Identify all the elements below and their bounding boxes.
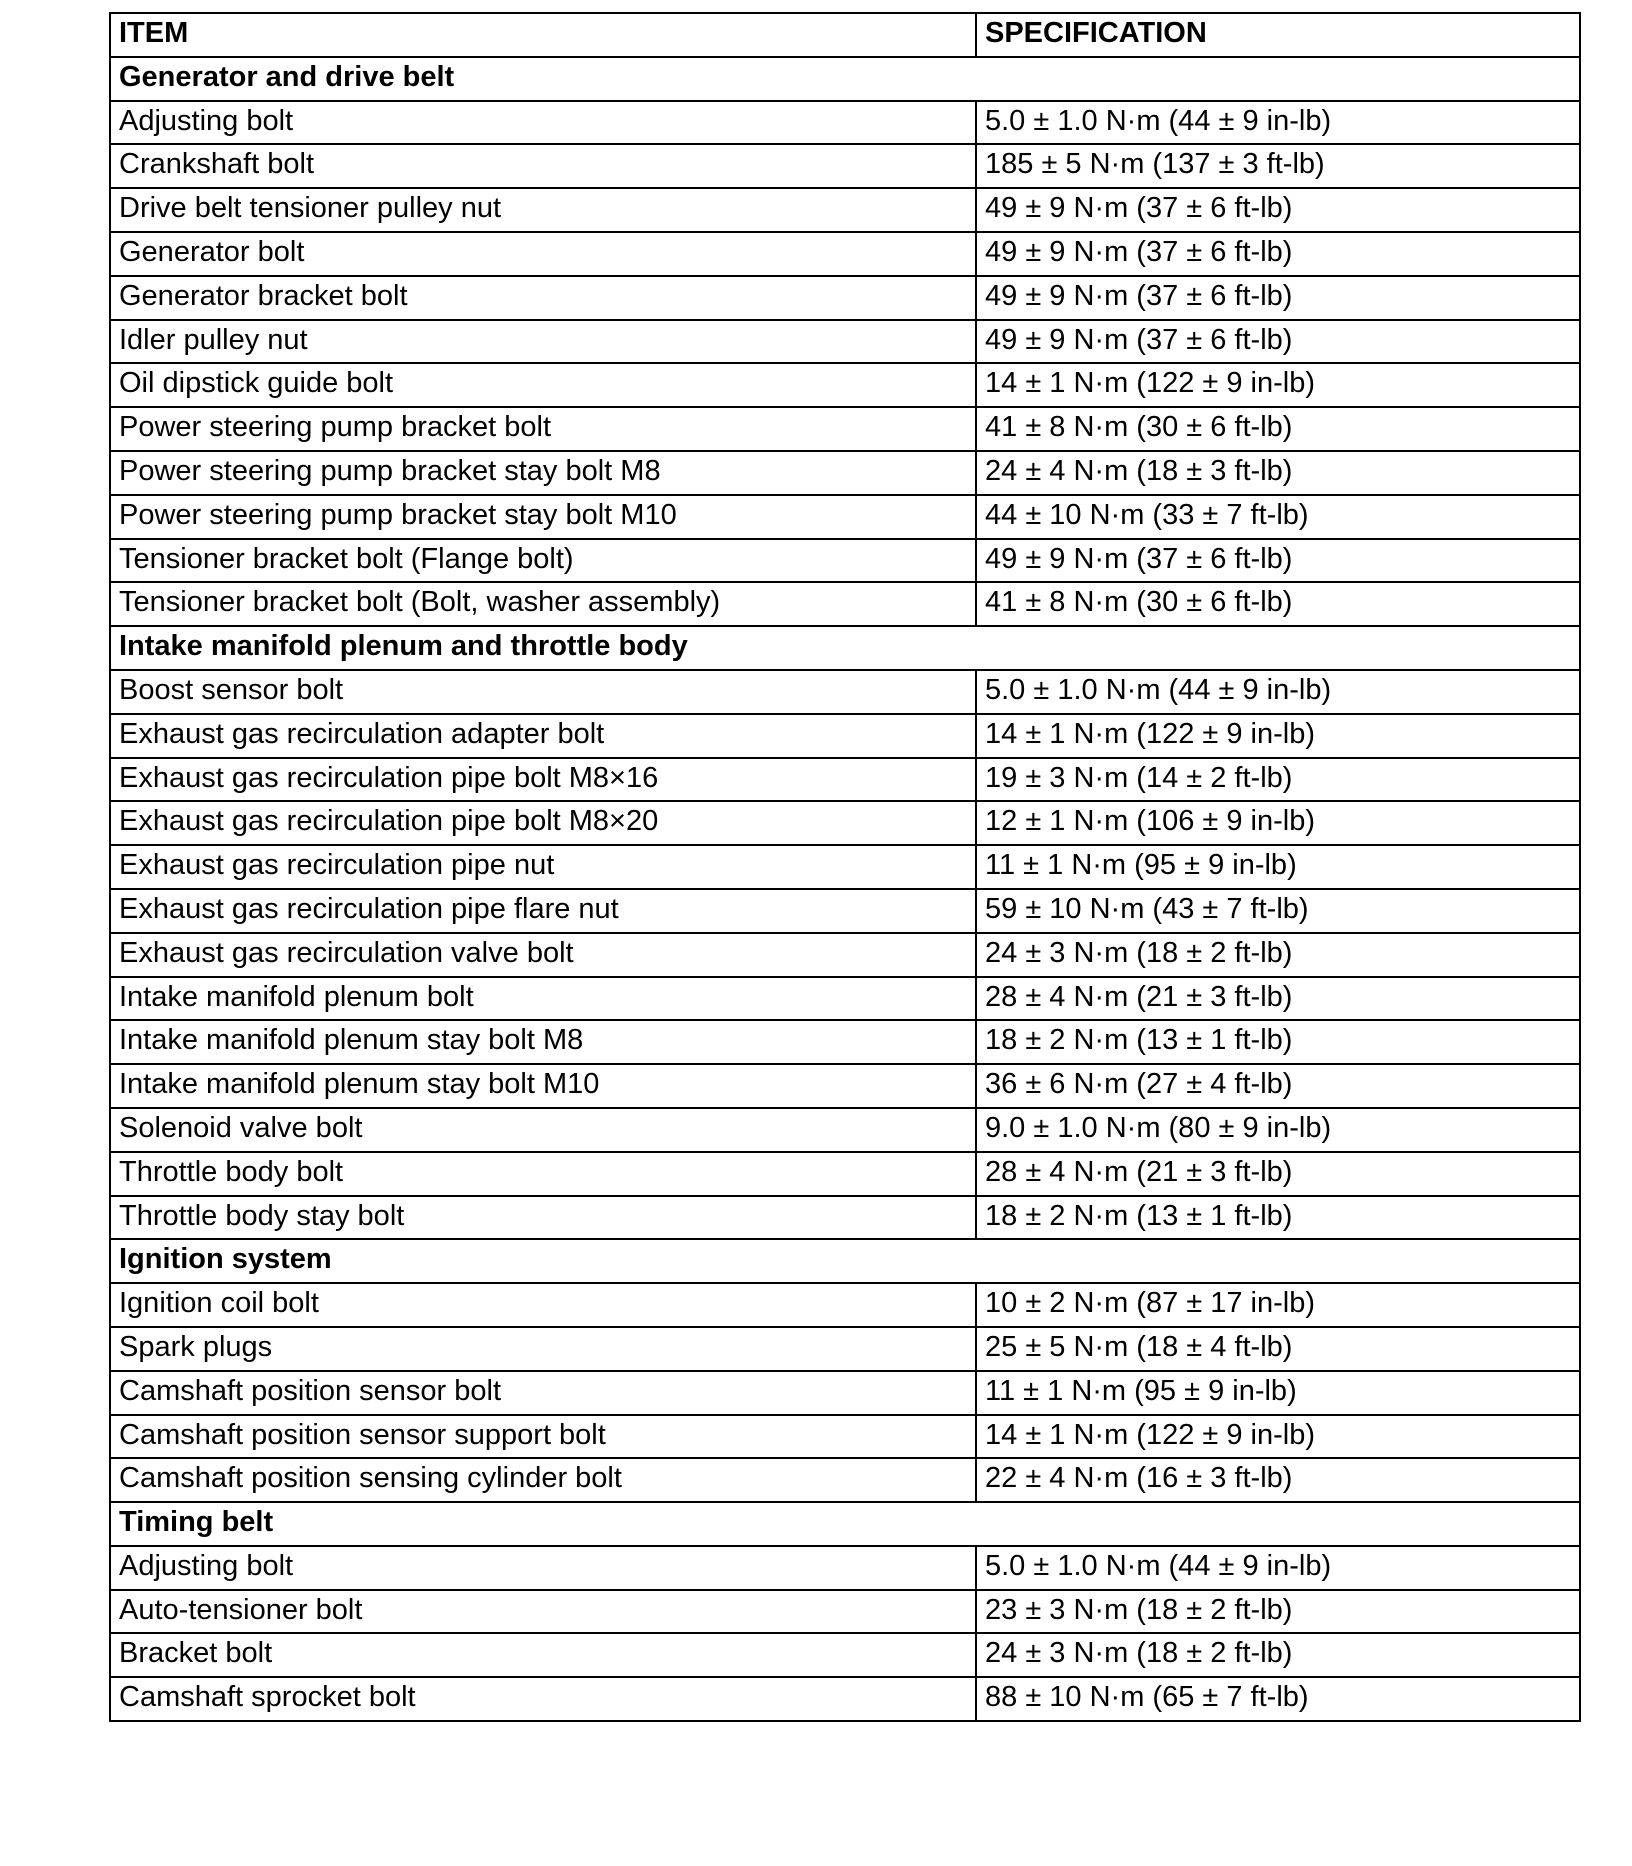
table-row [110,363,1580,407]
item-cell: Exhaust gas recirculation pipe nut [110,845,976,889]
table-row [110,1196,1580,1240]
specification-cell: 18 ± 2 N·m (13 ± 1 ft-lb) [976,1196,1580,1240]
spec-table-body [110,13,1580,1721]
section-row [110,1239,1580,1283]
table-row [110,451,1580,495]
table-row [110,977,1580,1021]
item-cell: Oil dipstick guide bolt [110,363,976,407]
item-cell: Power steering pump bracket stay bolt M10 [110,495,976,539]
item-cell: Throttle body stay bolt [110,1196,976,1240]
torque-spec-table [109,12,1581,1722]
table-row [110,495,1580,539]
item-cell: Exhaust gas recirculation adapter bolt [110,714,976,758]
table-row [110,1546,1580,1590]
specification-cell: 49 ± 9 N·m (37 ± 6 ft-lb) [976,320,1580,364]
specification-cell: 14 ± 1 N·m (122 ± 9 in-lb) [976,363,1580,407]
item-cell: Exhaust gas recirculation pipe flare nut [110,889,976,933]
table-row [110,1152,1580,1196]
specification-cell: 49 ± 9 N·m (37 ± 6 ft-lb) [976,539,1580,583]
item-cell: Camshaft sprocket bolt [110,1677,976,1721]
table-row [110,407,1580,451]
specification-cell: 5.0 ± 1.0 N·m (44 ± 9 in-lb) [976,101,1580,145]
specification-cell: 18 ± 2 N·m (13 ± 1 ft-lb) [976,1020,1580,1064]
item-cell: Spark plugs [110,1327,976,1371]
table-row [110,276,1580,320]
item-cell: Intake manifold plenum stay bolt M8 [110,1020,976,1064]
item-cell: Exhaust gas recirculation valve bolt [110,933,976,977]
section-row [110,626,1580,670]
table-row [110,582,1580,626]
item-cell: Camshaft position sensor bolt [110,1371,976,1415]
item-cell: Camshaft position sensor support bolt [110,1415,976,1459]
specification-cell: 44 ± 10 N·m (33 ± 7 ft-lb) [976,495,1580,539]
item-cell: Power steering pump bracket bolt [110,407,976,451]
item-cell: Exhaust gas recirculation pipe bolt M8×20 [110,801,976,845]
specification-cell: 49 ± 9 N·m (37 ± 6 ft-lb) [976,188,1580,232]
table-row [110,1064,1580,1108]
table-row [110,758,1580,802]
table-row [110,1371,1580,1415]
table-row [110,1415,1580,1459]
item-cell: Ignition coil bolt [110,1283,976,1327]
table-row [110,801,1580,845]
item-cell: Crankshaft bolt [110,144,976,188]
specification-cell: 5.0 ± 1.0 N·m (44 ± 9 in-lb) [976,670,1580,714]
specification-cell: 25 ± 5 N·m (18 ± 4 ft-lb) [976,1327,1580,1371]
specification-cell: 22 ± 4 N·m (16 ± 3 ft-lb) [976,1458,1580,1502]
item-cell: Bracket bolt [110,1633,976,1677]
item-cell: Drive belt tensioner pulley nut [110,188,976,232]
specification-cell: 10 ± 2 N·m (87 ± 17 in-lb) [976,1283,1580,1327]
table-row [110,1283,1580,1327]
specification-cell: 59 ± 10 N·m (43 ± 7 ft-lb) [976,889,1580,933]
specification-cell: 88 ± 10 N·m (65 ± 7 ft-lb) [976,1677,1580,1721]
item-cell: Tensioner bracket bolt (Bolt, washer assembly) [110,582,976,626]
table-row [110,320,1580,364]
item-cell: Throttle body bolt [110,1152,976,1196]
specification-cell: 24 ± 4 N·m (18 ± 3 ft-lb) [976,451,1580,495]
specification-cell: 49 ± 9 N·m (37 ± 6 ft-lb) [976,276,1580,320]
table-row [110,232,1580,276]
table-row [110,889,1580,933]
table-row [110,933,1580,977]
item-cell: Auto-tensioner bolt [110,1590,976,1634]
table-row [110,101,1580,145]
item-cell: Adjusting bolt [110,101,976,145]
table-row [110,1633,1580,1677]
specification-cell: 12 ± 1 N·m (106 ± 9 in-lb) [976,801,1580,845]
item-cell: Power steering pump bracket stay bolt M8 [110,451,976,495]
specification-cell: 28 ± 4 N·m (21 ± 3 ft-lb) [976,1152,1580,1196]
table-row [110,1108,1580,1152]
specification-cell: 185 ± 5 N·m (137 ± 3 ft-lb) [976,144,1580,188]
table-row [110,144,1580,188]
item-cell: Generator bracket bolt [110,276,976,320]
specification-cell: 24 ± 3 N·m (18 ± 2 ft-lb) [976,1633,1580,1677]
item-cell: Solenoid valve bolt [110,1108,976,1152]
table-row [110,714,1580,758]
specification-cell: 49 ± 9 N·m (37 ± 6 ft-lb) [976,232,1580,276]
item-cell: Exhaust gas recirculation pipe bolt M8×16 [110,758,976,802]
table-row [110,188,1580,232]
specification-cell: 11 ± 1 N·m (95 ± 9 in-lb) [976,845,1580,889]
specification-cell: 24 ± 3 N·m (18 ± 2 ft-lb) [976,933,1580,977]
specification-cell: 11 ± 1 N·m (95 ± 9 in-lb) [976,1371,1580,1415]
table-row [110,539,1580,583]
table-row [110,670,1580,714]
specification-cell: 36 ± 6 N·m (27 ± 4 ft-lb) [976,1064,1580,1108]
specification-cell: 28 ± 4 N·m (21 ± 3 ft-lb) [976,977,1580,1021]
item-cell: Camshaft position sensing cylinder bolt [110,1458,976,1502]
specification-cell: 5.0 ± 1.0 N·m (44 ± 9 in-lb) [976,1546,1580,1590]
table-row [110,1458,1580,1502]
specification-cell: 41 ± 8 N·m (30 ± 6 ft-lb) [976,582,1580,626]
column-header-item: ITEM [110,13,976,57]
section-title: Ignition system [110,1239,1580,1283]
item-cell: Intake manifold plenum stay bolt M10 [110,1064,976,1108]
item-cell: Generator bolt [110,232,976,276]
item-cell: Idler pulley nut [110,320,976,364]
section-row [110,57,1580,101]
column-header-specification: SPECIFICATION [976,13,1580,57]
table-header-row [110,13,1580,57]
section-title: Timing belt [110,1502,1580,1546]
table-row [110,1327,1580,1371]
section-title: Intake manifold plenum and throttle body [110,626,1580,670]
table-row [110,1590,1580,1634]
table-row [110,845,1580,889]
section-row [110,1502,1580,1546]
specification-cell: 19 ± 3 N·m (14 ± 2 ft-lb) [976,758,1580,802]
table-row [110,1677,1580,1721]
item-cell: Adjusting bolt [110,1546,976,1590]
specification-cell: 14 ± 1 N·m (122 ± 9 in-lb) [976,1415,1580,1459]
specification-cell: 41 ± 8 N·m (30 ± 6 ft-lb) [976,407,1580,451]
specification-cell: 9.0 ± 1.0 N·m (80 ± 9 in-lb) [976,1108,1580,1152]
item-cell: Tensioner bracket bolt (Flange bolt) [110,539,976,583]
item-cell: Boost sensor bolt [110,670,976,714]
item-cell: Intake manifold plenum bolt [110,977,976,1021]
section-title: Generator and drive belt [110,57,1580,101]
specification-cell: 14 ± 1 N·m (122 ± 9 in-lb) [976,714,1580,758]
table-row [110,1020,1580,1064]
specification-cell: 23 ± 3 N·m (18 ± 2 ft-lb) [976,1590,1580,1634]
